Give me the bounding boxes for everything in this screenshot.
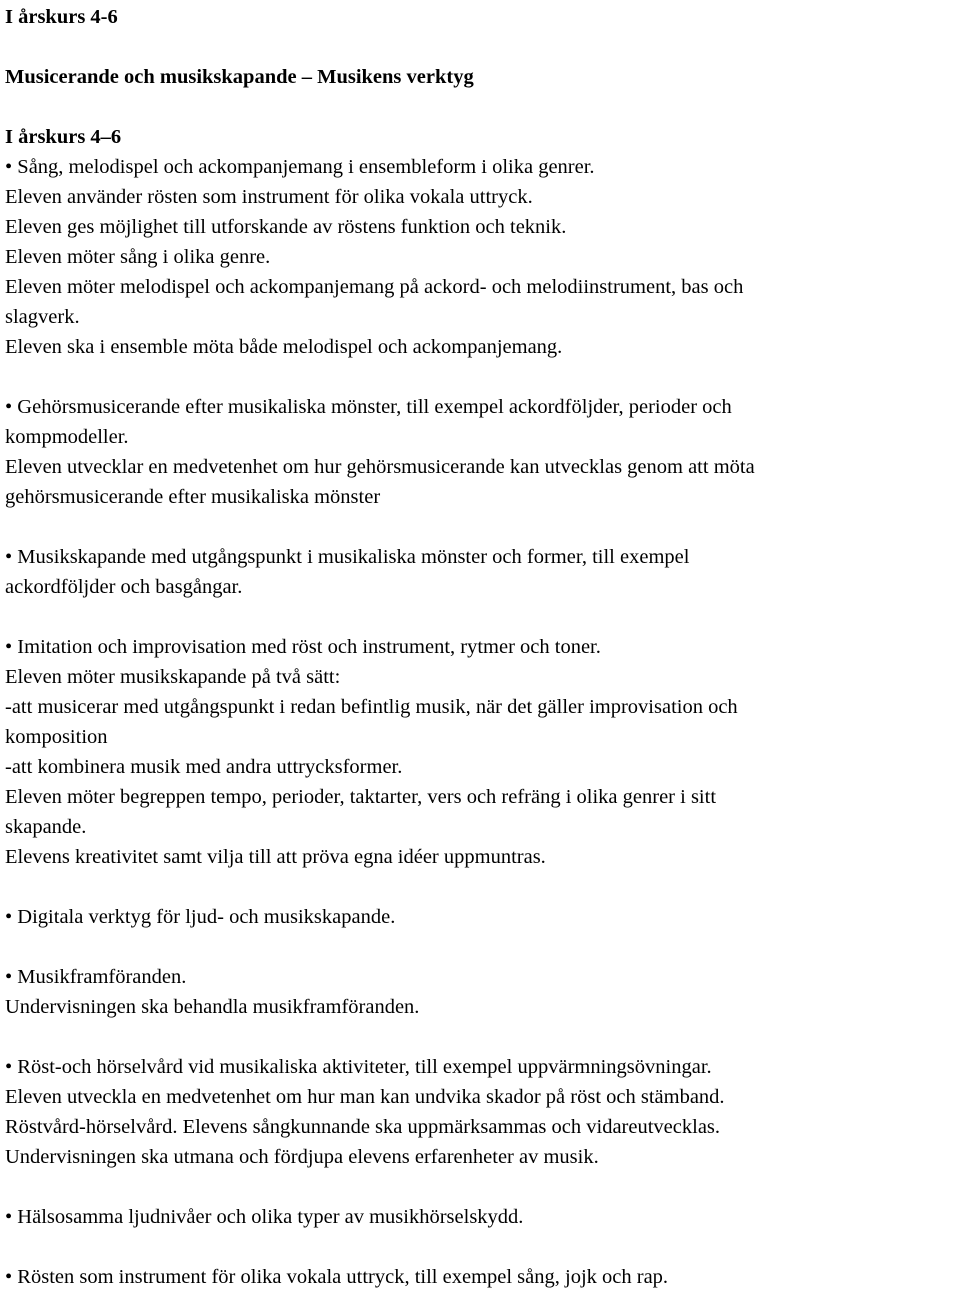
text-line: Eleven utvecklar en medvetenhet om hur gehörsmusicerande kan utvecklas genom att möta: [5, 456, 755, 478]
bullet-item: • Musikframföranden.: [5, 966, 187, 988]
text-line: Undervisningen ska utmana och fördjupa elevens erfarenheter av musik.: [5, 1146, 599, 1168]
text-line: Undervisningen ska behandla musikframföranden.: [5, 996, 420, 1018]
bullet-item: • Digitala verktyg för ljud- och musikskapande.: [5, 906, 396, 928]
text-line: Eleven ska i ensemble möta både melodispel och ackompanjemang.: [5, 336, 563, 358]
bullet-item: • Hälsosamma ljudnivåer och olika typer av musikhörselskydd.: [5, 1206, 524, 1228]
text-line: gehörsmusicerande efter musikaliska mönster: [5, 486, 381, 508]
text-line: skapande.: [5, 816, 87, 838]
text-line: komposition: [5, 726, 108, 748]
subheading: I årskurs 4–6: [5, 126, 122, 148]
text-line: Eleven möter musikskapande på två sätt:: [5, 666, 341, 688]
bullet-item: • Röst-och hörselvård vid musikaliska aktiviteter, till exempel uppvärmningsövningar.: [5, 1056, 712, 1078]
section-title: Musicerande och musikskapande – Musikens verktyg: [5, 66, 474, 88]
text-line: Eleven ges möjlighet till utforskande av röstens funktion och teknik.: [5, 216, 567, 238]
bullet-item: • Rösten som instrument för olika vokala uttryck, till exempel sång, jojk och rap.: [5, 1266, 669, 1288]
bullet-item: • Sång, melodispel och ackompanjemang i ensembleform i olika genrer.: [5, 156, 595, 178]
bullet-item: • Imitation och improvisation med röst och instrument, rytmer och toner.: [5, 636, 601, 658]
text-line: Elevens kreativitet samt vilja till att pröva egna idéer uppmuntras.: [5, 846, 546, 868]
bullet-item: • Gehörsmusicerande efter musikaliska mönster, till exempel ackordföljder, perioder och: [5, 396, 732, 418]
bullet-item: • Musikskapande med utgångspunkt i musikaliska mönster och former, till exempel: [5, 546, 690, 568]
text-line: kompmodeller.: [5, 426, 129, 448]
page-heading: I årskurs 4-6: [5, 6, 118, 28]
text-line: Eleven möter begreppen tempo, perioder, taktarter, vers och refräng i olika genrer i sitt: [5, 786, 717, 808]
text-line: Eleven möter sång i olika genre.: [5, 246, 271, 268]
text-line: Eleven utveckla en medvetenhet om hur man kan undvika skador på röst och stämband.: [5, 1086, 725, 1108]
text-line: ackordföljder och basgångar.: [5, 576, 243, 598]
text-line: Eleven möter melodispel och ackompanjemang på ackord- och melodiinstrument, bas och: [5, 276, 744, 298]
text-line: -att kombinera musik med andra uttrycksformer.: [5, 756, 403, 778]
text-line: -att musicerar med utgångspunkt i redan befintlig musik, när det gäller improvisation och: [5, 696, 738, 718]
text-line: slagverk.: [5, 306, 80, 328]
text-line: Eleven använder rösten som instrument för olika vokala uttryck.: [5, 186, 533, 208]
text-line: Röstvård-hörselvård. Elevens sångkunnande ska uppmärksammas och vidareutvecklas.: [5, 1116, 721, 1138]
